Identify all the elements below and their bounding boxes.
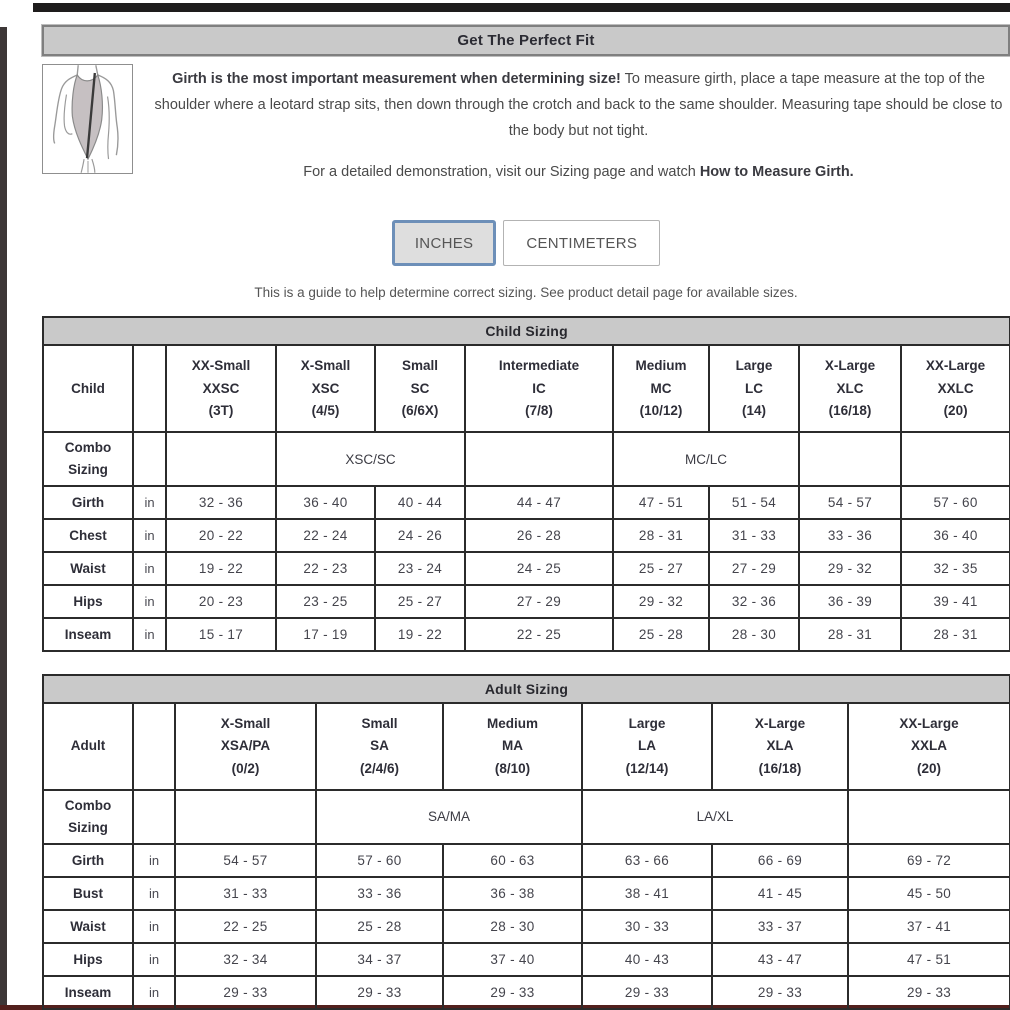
measurement-unit: in [133, 877, 175, 910]
size-range-cell: 19 - 22 [375, 618, 465, 651]
size-range-cell: 37 - 41 [848, 910, 1010, 943]
size-range-cell: 22 - 25 [465, 618, 613, 651]
size-range-cell: 17 - 19 [276, 618, 375, 651]
size-column-header-line: (2/4/6) [359, 760, 400, 776]
size-range-cell: 24 - 25 [465, 552, 613, 585]
size-column-header [276, 345, 375, 432]
size-column-header-line: XSC [311, 380, 340, 396]
page-title: Get The Perfect Fit [42, 25, 1010, 56]
size-column-header [582, 703, 712, 790]
size-column-header-line: SA [370, 738, 389, 754]
size-column-header-line: (6/6X) [401, 402, 439, 418]
size-range-cell: 22 - 24 [276, 519, 375, 552]
combo-sizing-cell [799, 432, 901, 486]
measurement-unit: in [133, 552, 166, 585]
size-range-cell: 23 - 25 [276, 585, 375, 618]
size-range-cell: 66 - 69 [712, 844, 848, 877]
size-range-cell: 15 - 17 [166, 618, 276, 651]
size-range-cell: 29 - 33 [443, 976, 582, 1009]
demo-instruction-line [147, 164, 1010, 180]
size-column-header-line: XXLA [911, 738, 948, 754]
size-range-cell: 47 - 51 [848, 943, 1010, 976]
size-column-header-line: Large [628, 716, 666, 732]
size-range-cell: 22 - 25 [175, 910, 316, 943]
size-range-cell: 29 - 33 [175, 976, 316, 1009]
size-range-cell: 28 - 30 [443, 910, 582, 943]
size-range-cell: 32 - 36 [709, 585, 799, 618]
size-column-header-line: MC [650, 380, 672, 396]
size-column-header-line: MA [502, 738, 523, 754]
measurement-label: Hips [43, 943, 133, 976]
size-column-header-line: (20) [917, 760, 942, 776]
size-range-cell: 22 - 23 [276, 552, 375, 585]
size-column-header-line: SC [410, 380, 430, 396]
size-column-header-line: (16/18) [758, 760, 802, 776]
size-range-cell: 44 - 47 [465, 486, 613, 519]
size-range-cell: 29 - 32 [613, 585, 709, 618]
measurement-label: Chest [43, 519, 133, 552]
size-range-cell: 29 - 33 [582, 976, 712, 1009]
demo-instruction-prefix: For a detailed demonstration, visit our Sizing page and watch [303, 164, 700, 181]
size-range-cell: 19 - 22 [166, 552, 276, 585]
size-column-header-line: XLC [836, 380, 864, 396]
size-range-cell: 29 - 32 [799, 552, 901, 585]
size-column-header-line: XXSC [202, 380, 240, 396]
size-range-cell: 69 - 72 [848, 844, 1010, 877]
measurement-unit: in [133, 910, 175, 943]
size-range-cell: 20 - 23 [166, 585, 276, 618]
table-title: Child Sizing [43, 317, 1010, 345]
adult-sizing-table [42, 674, 1010, 1010]
size-range-cell: 34 - 37 [316, 943, 443, 976]
table-row-group-label: Adult [43, 703, 133, 790]
size-range-cell: 28 - 31 [901, 618, 1010, 651]
measurement-unit: in [133, 844, 175, 877]
size-column-header-line: (16/18) [828, 402, 872, 418]
size-column-header-line: LC [745, 380, 763, 396]
size-column-header [375, 345, 465, 432]
size-range-cell: 26 - 28 [465, 519, 613, 552]
size-column-header-line: (12/14) [625, 760, 669, 776]
size-column-header-line: X-Small [220, 716, 271, 732]
size-range-cell: 29 - 33 [316, 976, 443, 1009]
measurement-label: Hips [43, 585, 133, 618]
size-column-header-line: X-Large [824, 358, 876, 374]
size-range-cell: 38 - 41 [582, 877, 712, 910]
measurement-label: Waist [43, 552, 133, 585]
size-range-cell: 57 - 60 [901, 486, 1010, 519]
size-column-header-line: (4/5) [311, 402, 340, 418]
size-column-header [465, 345, 613, 432]
combo-sizing-label: Combo Sizing [43, 432, 133, 486]
measurement-label: Bust [43, 877, 133, 910]
measurement-unit: in [133, 585, 166, 618]
size-column-header [799, 345, 901, 432]
combo-sizing-cell: XSC/SC [276, 432, 465, 486]
size-range-cell: 28 - 30 [709, 618, 799, 651]
size-range-cell: 36 - 40 [901, 519, 1010, 552]
girth-instructions-column [133, 64, 1010, 180]
size-column-header-line: IC [532, 380, 546, 396]
inches-button[interactable]: INCHES [392, 220, 496, 266]
size-column-header-line: (3T) [208, 402, 234, 418]
size-range-cell: 40 - 43 [582, 943, 712, 976]
size-column-header-line: XLA [766, 738, 794, 754]
size-range-cell: 25 - 28 [316, 910, 443, 943]
size-column-header [848, 703, 1010, 790]
size-column-header [316, 703, 443, 790]
size-column-header-line: (14) [741, 402, 766, 418]
girth-instructions-body: To measure girth, place a tape measure at the top of the shoulder where a leotard strap sits, then down through the crotch and back to the same shoulder. Measuring tape should be close to the body but not tight. [154, 71, 1003, 140]
size-range-cell: 36 - 39 [799, 585, 901, 618]
size-range-cell: 31 - 33 [175, 877, 316, 910]
size-range-cell: 27 - 29 [465, 585, 613, 618]
size-column-header-line: Intermediate [498, 358, 580, 374]
combo-unit-cell [133, 790, 175, 844]
size-range-cell: 36 - 40 [276, 486, 375, 519]
girth-info-section [42, 64, 1010, 180]
combo-sizing-cell [901, 432, 1010, 486]
combo-sizing-cell: LA/XL [582, 790, 848, 844]
measurement-unit: in [133, 618, 166, 651]
size-column-header-line: XX-Small [191, 358, 251, 374]
size-range-cell: 36 - 38 [443, 877, 582, 910]
size-column-header-line: Small [361, 716, 398, 732]
size-column-header-line: Medium [635, 358, 687, 374]
size-range-cell: 33 - 36 [316, 877, 443, 910]
size-range-cell: 45 - 50 [848, 877, 1010, 910]
unit-column-header [133, 345, 166, 432]
size-column-header-line: LA [638, 738, 656, 754]
size-column-header-line: XSA/PA [220, 738, 271, 754]
measurement-label: Girth [43, 844, 133, 877]
combo-unit-cell [133, 432, 166, 486]
size-range-cell: 25 - 28 [613, 618, 709, 651]
child-sizing-table [42, 316, 1010, 652]
size-range-cell: 28 - 31 [613, 519, 709, 552]
size-range-cell: 37 - 40 [443, 943, 582, 976]
leotard-figure-icon [43, 65, 132, 173]
size-column-header-line: Medium [486, 716, 538, 732]
size-range-cell: 29 - 33 [712, 976, 848, 1009]
combo-sizing-cell [175, 790, 316, 844]
size-column-header-line: (20) [943, 402, 968, 418]
size-column-header-line: (10/12) [639, 402, 683, 418]
measurement-label: Girth [43, 486, 133, 519]
girth-instructions-lead: Girth is the most important measurement when determining size! [172, 71, 621, 87]
size-column-header-line: (7/8) [525, 402, 553, 418]
measurement-label: Inseam [43, 618, 133, 651]
size-column-header-line: Large [735, 358, 773, 374]
size-range-cell: 33 - 36 [799, 519, 901, 552]
size-column-header-line: (8/10) [494, 760, 531, 776]
sizing-guide-page [42, 0, 1010, 1010]
size-column-header [613, 345, 709, 432]
size-column-header [712, 703, 848, 790]
size-range-cell: 40 - 44 [375, 486, 465, 519]
unit-toggle [42, 220, 1010, 266]
size-range-cell: 57 - 60 [316, 844, 443, 877]
size-range-cell: 39 - 41 [901, 585, 1010, 618]
size-range-cell: 32 - 36 [166, 486, 276, 519]
size-column-header [175, 703, 316, 790]
size-range-cell: 31 - 33 [709, 519, 799, 552]
table-row-group-label: Child [43, 345, 133, 432]
size-range-cell: 30 - 33 [582, 910, 712, 943]
size-column-header [901, 345, 1010, 432]
size-range-cell: 51 - 54 [709, 486, 799, 519]
size-range-cell: 23 - 24 [375, 552, 465, 585]
screenshot-left-edge [0, 27, 7, 1010]
size-column-header-line: X-Small [300, 358, 351, 374]
size-range-cell: 29 - 33 [848, 976, 1010, 1009]
combo-sizing-cell: MC/LC [613, 432, 799, 486]
combo-sizing-cell: SA/MA [316, 790, 582, 844]
combo-sizing-cell [166, 432, 276, 486]
leotard-measurement-diagram [42, 64, 133, 174]
demo-instruction-bold: How to Measure Girth. [699, 164, 854, 181]
centimeters-button[interactable]: CENTIMETERS [503, 220, 660, 266]
measurement-label: Inseam [43, 976, 133, 1009]
size-column-header-line: XX-Large [925, 358, 986, 374]
measurement-unit: in [133, 943, 175, 976]
size-range-cell: 41 - 45 [712, 877, 848, 910]
size-range-cell: 27 - 29 [709, 552, 799, 585]
combo-sizing-cell [848, 790, 1010, 844]
size-column-header-line: XX-Large [899, 716, 959, 732]
size-range-cell: 54 - 57 [799, 486, 901, 519]
measurement-unit: in [133, 976, 175, 1009]
unit-column-header [133, 703, 175, 790]
table-title: Adult Sizing [43, 675, 1010, 703]
combo-sizing-cell [465, 432, 613, 486]
size-column-header-line: Small [401, 358, 439, 374]
size-range-cell: 25 - 27 [375, 585, 465, 618]
size-range-cell: 32 - 35 [901, 552, 1010, 585]
size-range-cell: 54 - 57 [175, 844, 316, 877]
size-range-cell: 25 - 27 [613, 552, 709, 585]
size-column-header [166, 345, 276, 432]
size-range-cell: 63 - 66 [582, 844, 712, 877]
measurement-unit: in [133, 519, 166, 552]
size-range-cell: 20 - 22 [166, 519, 276, 552]
size-column-header-line: (0/2) [231, 760, 260, 776]
size-range-cell: 32 - 34 [175, 943, 316, 976]
size-range-cell: 60 - 63 [443, 844, 582, 877]
size-range-cell: 47 - 51 [613, 486, 709, 519]
combo-sizing-label: Combo Sizing [43, 790, 133, 844]
measurement-unit: in [133, 486, 166, 519]
size-column-header-line: X-Large [754, 716, 806, 732]
size-range-cell: 43 - 47 [712, 943, 848, 976]
size-column-header [443, 703, 582, 790]
sizing-guide-note: This is a guide to help determine correct sizing. See product detail page for available sizes. [254, 285, 798, 301]
size-range-cell: 24 - 26 [375, 519, 465, 552]
size-column-header [709, 345, 799, 432]
size-range-cell: 33 - 37 [712, 910, 848, 943]
size-range-cell: 28 - 31 [799, 618, 901, 651]
size-column-header-line: XXLC [937, 380, 974, 396]
measurement-label: Waist [43, 910, 133, 943]
girth-instructions-text [147, 64, 1010, 144]
